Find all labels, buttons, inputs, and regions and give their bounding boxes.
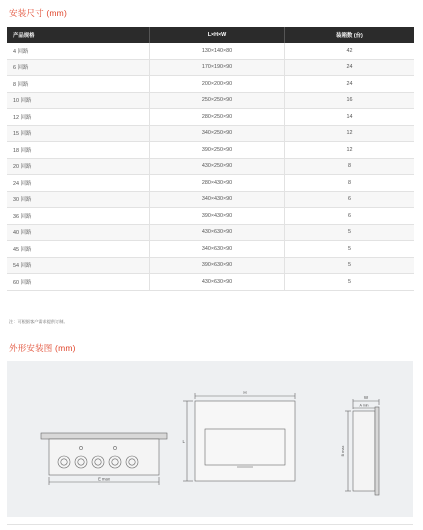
cell-dimensions: 340×630×90 [150,241,285,258]
cell-spec: 45 回路 [7,241,150,258]
table-row [7,191,414,208]
bmax-label: B max [341,445,345,457]
table-row [7,158,414,175]
cell-dimensions: 170×190×90 [150,59,285,76]
cell-spec: 60 回路 [7,274,150,291]
cell-dimensions: 430×630×90 [150,224,285,241]
front-view-drawing [183,393,295,481]
table-row [7,274,414,291]
cell-spec: 8 回路 [7,76,150,93]
cell-pack-qty: 24 [285,76,415,93]
cell-pack-qty: 42 [285,43,415,59]
cell-dimensions: 430×250×90 [150,158,285,175]
table-header-row [7,27,414,43]
cell-pack-qty: 16 [285,92,415,109]
table-row [7,76,414,93]
cell-dimensions: 340×250×90 [150,125,285,142]
table-row [7,59,414,76]
cell-dimensions: 130×140×80 [150,43,285,59]
cell-dimensions: 280×250×90 [150,109,285,126]
table-note: 注：可根据客户需求提供订制。 [9,319,68,324]
table-row [7,43,414,59]
table-row [7,109,414,126]
cell-pack-qty: 12 [285,142,415,159]
bottom-divider [7,524,413,525]
header-dimensions: L×H×W [150,27,285,43]
l-label: L [182,439,185,444]
table-row [7,92,414,109]
cell-dimensions: 390×630×90 [150,257,285,274]
table-row [7,224,414,241]
outline-section-title: 外形安装图 (mm) [9,343,76,353]
table-row [7,208,414,225]
cell-dimensions: 200×200×90 [150,76,285,93]
cell-spec: 4 回路 [7,43,150,59]
cell-dimensions: 390×430×90 [150,208,285,225]
cell-spec: 54 回路 [7,257,150,274]
cell-spec: 24 回路 [7,175,150,192]
side-view-flange [375,407,379,495]
cell-spec: 30 回路 [7,191,150,208]
cell-pack-qty: 5 [285,257,415,274]
cell-spec: 12 回路 [7,109,150,126]
cell-pack-qty: 24 [285,59,415,76]
table-body [7,43,414,290]
cell-pack-qty: 5 [285,274,415,291]
install-section-title: 安装尺寸 (mm) [9,8,67,18]
cell-pack-qty: 8 [285,175,415,192]
h-label: H [243,390,247,395]
cell-pack-qty: 8 [285,158,415,175]
cell-pack-qty: 6 [285,208,415,225]
table-row [7,125,414,142]
outline-diagram [7,361,413,517]
amin-label: A min [359,403,369,408]
cell-dimensions: 430×630×90 [150,274,285,291]
cell-spec: 36 回路 [7,208,150,225]
table-row [7,175,414,192]
table-row [7,142,414,159]
cell-spec: 20 回路 [7,158,150,175]
dimension-table [7,27,414,291]
table-row [7,241,414,258]
cell-dimensions: 390×250×90 [150,142,285,159]
cell-spec: 15 回路 [7,125,150,142]
cell-pack-qty: 12 [285,125,415,142]
cell-pack-qty: 5 [285,241,415,258]
header-pack-qty: 装箱数 (台) [285,27,415,43]
cell-pack-qty: 5 [285,224,415,241]
table-row [7,257,414,274]
cell-spec: 10 回路 [7,92,150,109]
cell-pack-qty: 14 [285,109,415,126]
cell-pack-qty: 6 [285,191,415,208]
front-view-outer [195,401,295,481]
cell-dimensions: 250×250×90 [150,92,285,109]
emax-label: E max [98,476,110,482]
bottom-view-body [49,439,159,475]
bottom-view-flange [41,433,167,439]
cell-dimensions: 340×430×90 [150,191,285,208]
cell-dimensions: 280×430×90 [150,175,285,192]
cell-spec: 40 回路 [7,224,150,241]
header-spec: 产品规格 [7,27,150,43]
outline-diagram-panel [7,361,413,517]
w-label: W [363,395,369,400]
cell-spec: 18 回路 [7,142,150,159]
cell-spec: 6 回路 [7,59,150,76]
side-view-drawing [345,399,379,495]
side-view-body [353,411,375,491]
